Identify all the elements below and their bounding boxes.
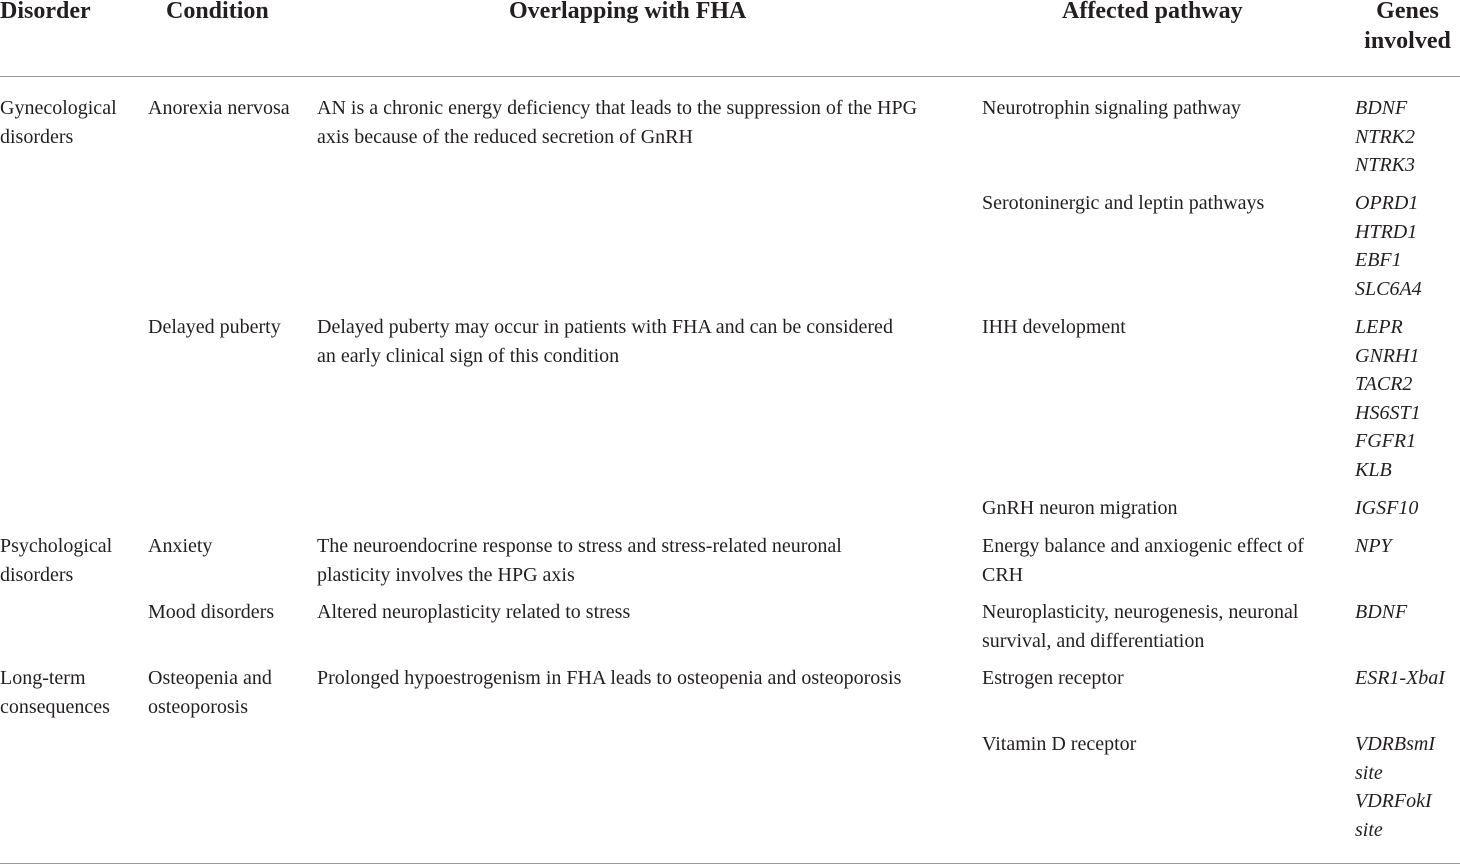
- gene: HTRD1: [1355, 220, 1418, 243]
- gene: ESR1-XbaI: [1355, 667, 1445, 689]
- cell-overlap: [317, 532, 842, 589]
- text-line: axis because of the reduced secretion of GnRH: [317, 125, 693, 148]
- text-line: Neurotrophin signaling pathway: [982, 97, 1241, 119]
- text-line: Gynecological: [0, 97, 117, 119]
- text-line: GnRH neuron migration: [982, 497, 1178, 519]
- text-line: Anorexia nervosa: [148, 97, 290, 119]
- cell-condition: [148, 94, 290, 123]
- bottom-rule: [0, 863, 1460, 864]
- gene: EBF1: [1355, 249, 1402, 271]
- header-pathway: Affected pathway: [1062, 0, 1243, 24]
- text-line: Osteopenia and: [148, 667, 272, 689]
- gene: NTRK3: [1355, 154, 1416, 176]
- text-line: an early clinical sign of this condition: [317, 344, 620, 367]
- text-line: osteoporosis: [148, 695, 248, 718]
- text-line: IHH development: [982, 316, 1126, 338]
- cell-genes: [1355, 94, 1415, 180]
- cell-genes: [1355, 598, 1407, 627]
- text-line: plasticity involves the HPG axis: [317, 563, 575, 586]
- text-line: Estrogen receptor: [982, 667, 1124, 689]
- text-line: CRH: [982, 563, 1024, 586]
- cell-pathway: [982, 730, 1136, 759]
- gene: site: [1355, 818, 1383, 841]
- text-line: Delayed puberty: [148, 316, 281, 338]
- text-line: Mood disorders: [148, 601, 275, 623]
- text-line: Psychological: [0, 535, 113, 557]
- header-overlapping: Overlapping with FHA: [509, 0, 747, 24]
- cell-genes: [1355, 664, 1445, 693]
- cell-disorder: [0, 664, 110, 721]
- text-line: survival, and differentiation: [982, 629, 1205, 652]
- cell-condition: [148, 598, 274, 627]
- cell-pathway: [982, 532, 1304, 589]
- gene: NPY: [1355, 535, 1392, 557]
- header-rule: [0, 76, 1460, 77]
- header-condition: Condition: [166, 0, 269, 24]
- gene: VDRFokI: [1355, 790, 1432, 812]
- gene: KLB: [1355, 458, 1392, 481]
- cell-pathway: [982, 494, 1178, 523]
- text-line: Prolonged hypoestrogenism in FHA leads to osteopenia and osteoporosis: [317, 667, 902, 689]
- cell-overlap: [317, 598, 630, 627]
- text-line: Serotoninergic and leptin pathways: [982, 192, 1265, 214]
- gene: LEPR: [1355, 316, 1403, 338]
- text-line: Energy balance and anxiogenic effect of: [982, 535, 1304, 557]
- cell-genes: [1355, 532, 1392, 561]
- gene: site: [1355, 761, 1383, 784]
- cell-pathway: [982, 189, 1264, 218]
- gene: TACR2: [1355, 373, 1413, 395]
- cell-overlap: [317, 664, 901, 693]
- text-line: Anxiety: [148, 535, 213, 557]
- text-line: Neuroplasticity, neurogenesis, neuronal: [982, 601, 1299, 623]
- text-line: Long-term: [0, 667, 86, 689]
- gene: BDNF: [1355, 601, 1408, 623]
- cell-genes: [1355, 313, 1421, 484]
- cell-genes: [1355, 730, 1435, 844]
- text-line: Altered neuroplasticity related to stress: [317, 601, 631, 623]
- header-genes: [1355, 0, 1460, 56]
- cell-condition: [148, 313, 281, 342]
- cell-pathway: [982, 94, 1241, 123]
- text-line: Delayed puberty may occur in patients with FHA and can be considered: [317, 316, 893, 338]
- header-disorder: Disorder: [0, 0, 91, 24]
- cell-disorder: [0, 94, 117, 151]
- text-line: AN is a chronic energy deficiency that leads to the suppression of the HPG: [317, 97, 918, 119]
- gene: NTRK2: [1355, 125, 1416, 148]
- header-genes-line: involved: [1364, 28, 1451, 54]
- text-line: disorders: [0, 125, 74, 148]
- cell-disorder: [0, 532, 112, 589]
- gene: VDRBsmI: [1355, 733, 1435, 755]
- cell-pathway: [982, 598, 1298, 655]
- cell-condition: [148, 532, 212, 561]
- gene: BDNF: [1355, 97, 1408, 119]
- gene: GNRH1: [1355, 344, 1420, 367]
- gene: IGSF10: [1355, 497, 1419, 519]
- cell-pathway: [982, 664, 1124, 693]
- gene: OPRD1: [1355, 192, 1419, 214]
- gene: FGFR1: [1355, 430, 1417, 452]
- text-line: consequences: [0, 695, 110, 718]
- text-line: Vitamin D receptor: [982, 733, 1137, 755]
- gene: HS6ST1: [1355, 401, 1421, 424]
- cell-overlap: [317, 313, 893, 370]
- text-line: disorders: [0, 563, 74, 586]
- gene: SLC6A4: [1355, 277, 1422, 300]
- text-line: The neuroendocrine response to stress and stress-related neuronal: [317, 535, 842, 557]
- cell-genes: [1355, 494, 1418, 523]
- header-genes-line: Genes: [1376, 0, 1439, 24]
- cell-pathway: [982, 313, 1126, 342]
- cell-condition: [148, 664, 272, 721]
- cell-overlap: [317, 94, 917, 151]
- cell-genes: [1355, 189, 1422, 303]
